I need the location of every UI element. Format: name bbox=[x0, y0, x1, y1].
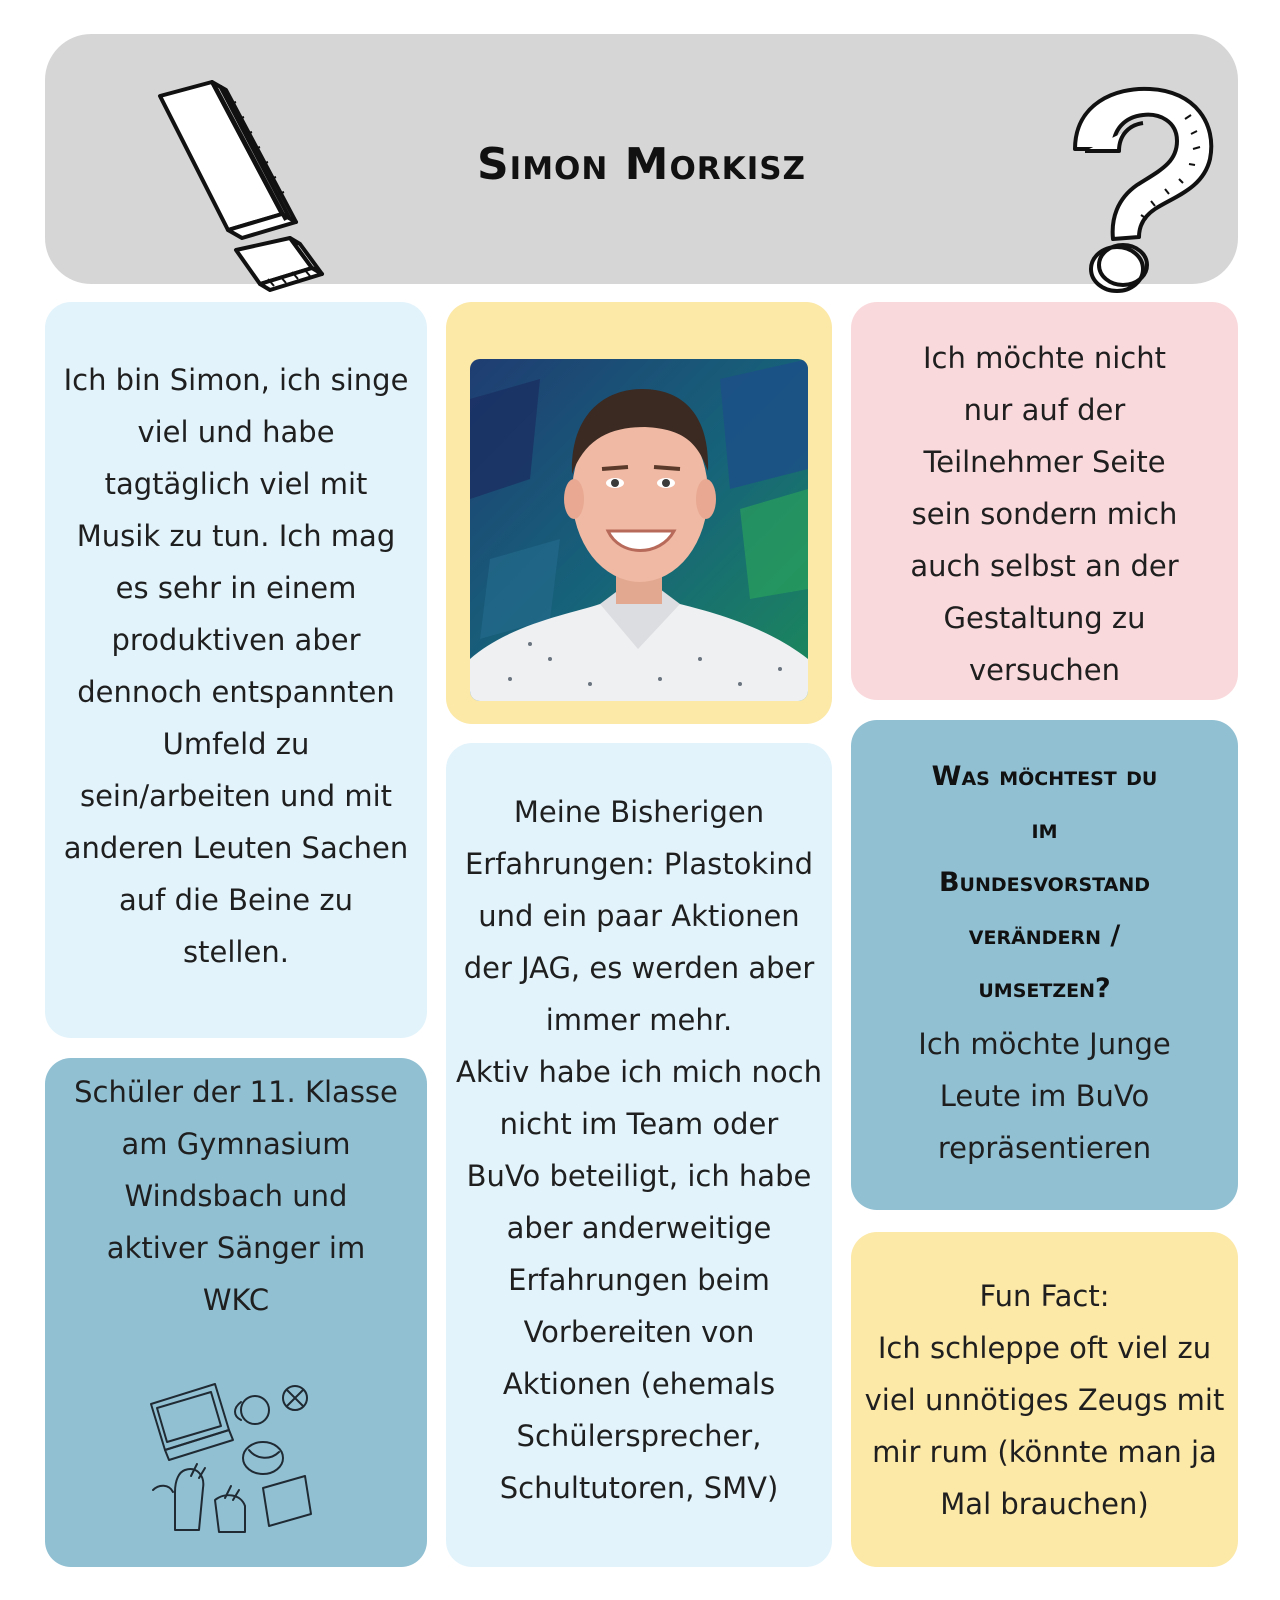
school-card bbox=[45, 1058, 427, 1567]
desk-workspace-icon bbox=[145, 1380, 315, 1538]
experience-card bbox=[446, 743, 832, 1567]
intro-card bbox=[45, 302, 427, 1038]
intro-text: Ich bin Simon, ich singe viel und habe tagtäglich viel mit Musik zu tun. Ich mag es sehr in einem produktiven aber dennoch entspannten Umfeld zu sein/arbeiten und mit anderen Leuten Sachen auf die Beine zu stellen. bbox=[63, 363, 409, 969]
photo-card bbox=[446, 302, 832, 724]
fun-fact-card bbox=[851, 1232, 1238, 1567]
question-icon bbox=[1055, 79, 1225, 299]
question-heading: Was möchtest du im Bundesvorstand verändern / umsetzen? bbox=[931, 761, 1158, 1004]
school-text: Schüler der 11. Klasse am Gymnasium Windsbach und aktiver Sänger im WKC bbox=[74, 1075, 398, 1317]
fun-fact-text: Fun Fact: Ich schleppe oft viel zu viel unnötiges Zeugs mit mir rum (könnte man ja Mal brauchen) bbox=[864, 1279, 1225, 1521]
question-answer: Ich möchte Junge Leute im BuVo repräsentieren bbox=[918, 1027, 1171, 1165]
header-banner bbox=[45, 34, 1238, 284]
question-card bbox=[851, 720, 1238, 1210]
experience-text: Meine Bisherigen Erfahrungen: Plastokind und ein paar Aktionen der JAG, es werden aber immer mehr. Aktiv habe ich mich noch nicht im Team oder BuVo beteiligt, ich habe aber anderweitige Erfahrungen beim Vorbereiten von Aktionen (ehemals Schülersprecher, Schultutoren, SMV) bbox=[456, 795, 822, 1505]
goal-text: Ich möchte nicht nur auf der Teilnehmer Seite sein sondern mich auch selbst an der Gestaltung zu versuchen bbox=[910, 341, 1179, 687]
page-title: Simon Morkisz bbox=[476, 139, 807, 190]
goal-card bbox=[851, 302, 1238, 700]
portrait-photo bbox=[470, 359, 808, 701]
